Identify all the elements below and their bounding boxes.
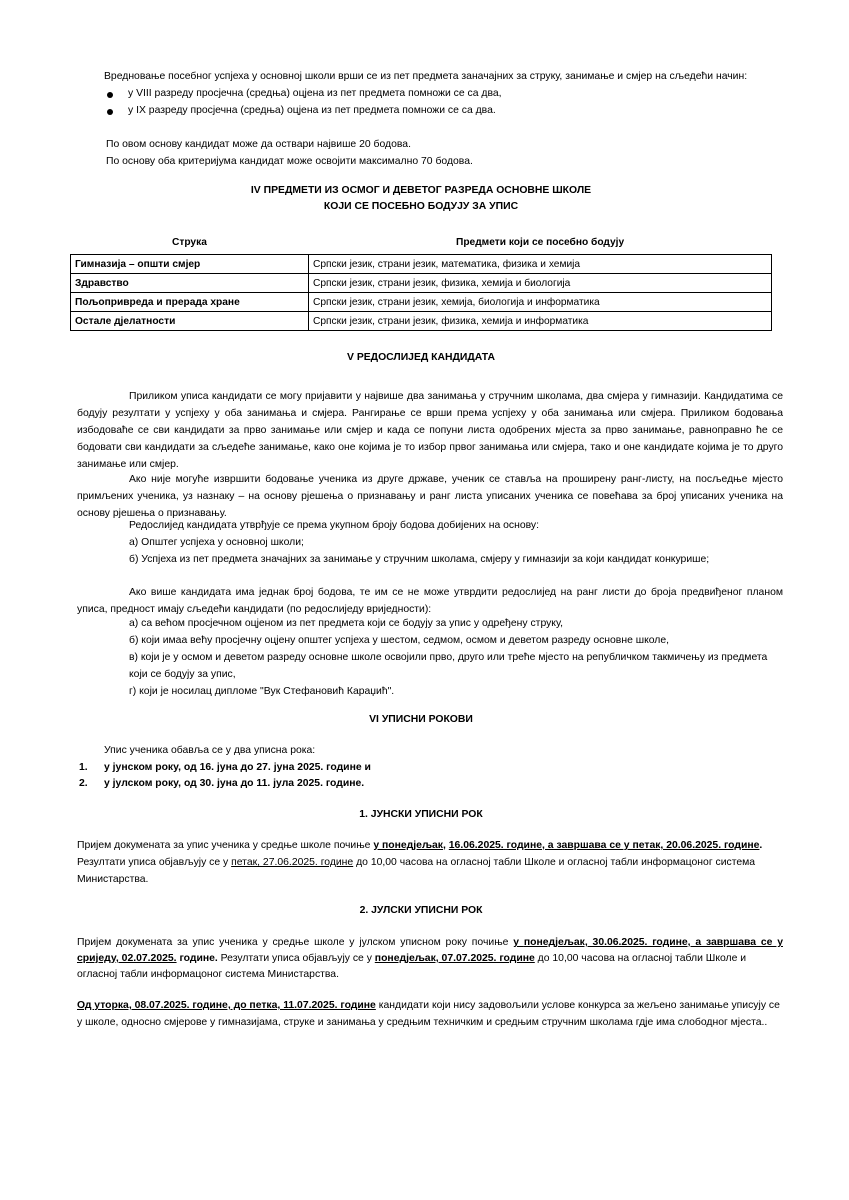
tie-item-a: а) са већом просјечном оцјеном из пет предмета који се бодују за упис у одређену струку, (129, 618, 564, 629)
subjects-cell: Српски језик, страни језик, физика, хемија и биологија (309, 274, 772, 293)
final-paragraph-line2: у школе, односно смјерове у гимназијама, струке и занимања у средњим техничким и средњим стручним школама гдје има слободног мјеста.. (77, 1017, 768, 1028)
period-number: 2. (79, 778, 88, 789)
intro-line: Вредновање посебног успјеха у основној школи врши се из пет предмета заначајних за струку, занимање и смјер на сљедећи начин: (104, 71, 748, 82)
field-cell: Здравство (71, 274, 309, 293)
column-header-field: Струка (172, 237, 207, 248)
final-paragraph-line1: Од уторка, 08.07.2025. године, до петка, 11.07.2025. године кандидати који нису задовољили услове конкурса за жељено занимање уписују се (77, 1000, 780, 1011)
section6-title: VI УПИСНИ РОКОВИ (369, 714, 473, 725)
enrollment-intro: Упис ученика обавља се у два уписна рока: (104, 745, 316, 756)
table-row (71, 312, 772, 331)
tie-paragraph: Ако више кандидата има једнак број бодова, те им се не може утврдити редослијед на ранг листи до броја предвиђеног планом уписа, предност имају сљедећи кандидати (по редослиједу вриједности): (77, 587, 783, 615)
period-june: у јунском року, од 16. јуна до 27. јуна 2025. године и (104, 762, 371, 773)
tie-item-c-cont: који се бодују за упис, (129, 669, 236, 680)
order-item-a: а) Општег успјеха у основној школи; (129, 537, 304, 548)
section5-paragraph-1: Приликом уписа кандидати се могу пријавити у највише два занимања у стручним школама, два смјера у гимназији. Кандидатима се бодују резултати у успјеху у оба занимања и смјера. Рангирање се врши према успјеху у оба занимања или смјера. Приликом бодовања избодоваће се сви кандидати за прво занимање или смјер и када се попуни листа одобрених мјеста за прво занимање, равноправно ће се бодовати сви кандидати за сљедеће занимање, како оне којима је то избор првог занимања или смјера, тако и оне кандидате којима је то друго занимање или смјер. (77, 391, 783, 470)
tie-item-b: б) који имаа већу просјечну оцјену општег успјеха у шестом, седмом, осмом и деветом разреду основне школе, (129, 635, 670, 646)
intro-note-1: По овом основу кандидат може да оствари највише 20 бодова. (106, 139, 411, 150)
intro-bullet-1: у VIII разреду просјечна (средња) оцјена из пет предмета помножи се са два, (128, 88, 502, 99)
subjects-table (70, 254, 772, 331)
section4-title-line1: IV ПРЕДМЕТИ ИЗ ОСМОГ И ДЕВЕТОГ РАЗРЕДА ОСНОВНЕ ШКОЛЕ (250, 185, 592, 196)
tie-item-c: в) који је у осмом и деветом разреду основне школе освојили прво, друго или треће мјесто на републичком такмичењу из предмета (129, 652, 768, 663)
table-row (71, 255, 772, 274)
table-row (71, 274, 772, 293)
section5-paragraph-2: Ако није могуће извршити бодовање ученика из друге државе, ученик се ставља на проширену ранг-листу, на посљедње мјесто примљених ученика, уз назнаку – на основу рјешења о признавању и ранг листа уписаних ученика се повећава за број уписаних ученика на основу рјешења о признавању. (77, 474, 783, 519)
section5-title: V РЕДОСЛИЈЕД КАНДИДАТА (347, 352, 495, 363)
july-title: 2. ЈУЛСКИ УПИСНИ РОК (359, 905, 483, 916)
tie-item-d: г) који је носилац дипломе "Вук Стефановић Караџић". (129, 686, 395, 697)
subjects-cell: Српски језик, страни језик, физика, хемија и информатика (309, 312, 772, 331)
bullet-icon (107, 92, 113, 98)
subjects-cell: Српски језик, страни језик, хемија, биологија и информатика (309, 293, 772, 312)
order-intro: Редослијед кандидата утврђује се према укупном броју бодова добијених на основу: (129, 520, 539, 531)
june-paragraph-line3: Министарства. (77, 874, 149, 885)
field-cell: Гимназија – општи смјер (71, 255, 309, 274)
intro-note-2: По основу оба критеријума кандидат може освојити максимално 70 бодова. (106, 156, 473, 167)
column-header-subjects: Предмети који се посебно бодују (456, 237, 625, 248)
period-july: у јулском року, од 30. јуна до 11. јула 2025. године. (104, 778, 365, 789)
july-paragraph-line3: огласној табли информацоног система Министарства. (77, 969, 339, 980)
june-paragraph-line2: Резултати уписа објављују се у петак, 27.06.2025. године до 10,00 часова на огласној табли Школе и огласној табли информацоног система (77, 857, 756, 868)
june-paragraph-line1: Пријем докумената за упис ученика у средње школе почиње у понедјељак, 16.06.2025. године, а завршава се у петак, 20.06.2025. године. (77, 840, 763, 851)
field-cell: Остале дјелатности (71, 312, 309, 331)
period-number: 1. (79, 762, 88, 773)
order-item-b: б) Успјеха из пет предмета значајних за занимање у стручним школама, смјеру у гимназији за који кандидат конкурише; (129, 554, 710, 565)
june-title: 1. ЈУНСКИ УПИСНИ РОК (359, 809, 483, 820)
intro-bullet-2: у IX разреду просјечна (средња) оцјена из пет предмета помножи се са два. (128, 105, 496, 116)
section4-title-line2: КОЈИ СЕ ПОСЕБНО БОДУЈУ ЗА УПИС (323, 201, 519, 212)
subjects-cell: Српски језик, страни језик, математика, физика и хемија (309, 255, 772, 274)
field-cell: Пољопривреда и прерада хране (71, 293, 309, 312)
table-row (71, 293, 772, 312)
july-paragraph-line2: сриједу, 02.07.2025. године. Резултати уписа објављују се у понедјељак, 07.07.2025. године до 10,00 часова на огласној табли Школе и (77, 953, 747, 964)
july-paragraph-line1: Пријем докумената за упис ученика у средње школе у јулском уписном року почиње у понедјељак, 30.06.2025. године, а завршава се у (77, 937, 783, 948)
bullet-icon (107, 109, 113, 115)
